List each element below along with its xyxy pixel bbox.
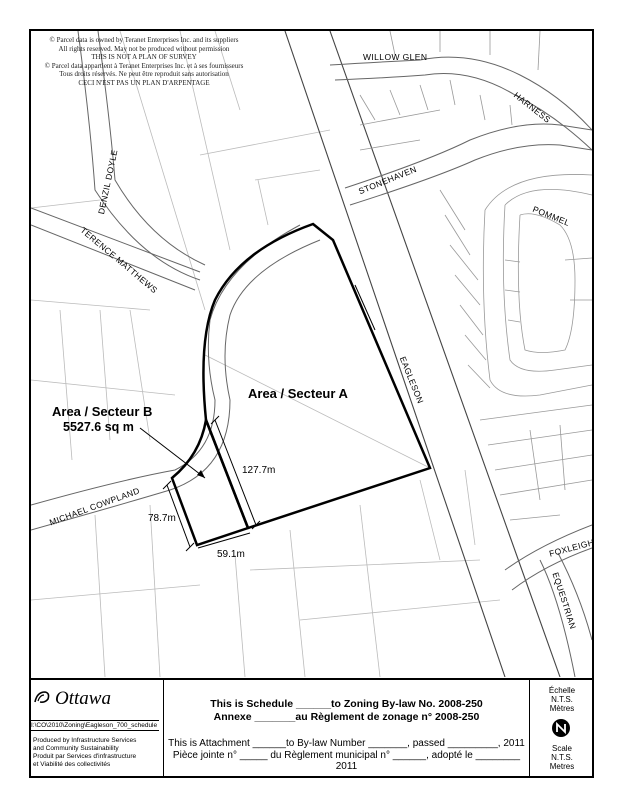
road-willow-glen [330,57,592,150]
scale-en-1: Scale [551,744,572,753]
street-equestrian: EQUESTRIAN [550,571,579,631]
scale-en [530,744,594,771]
street-denzil-doyle: DENZIL DOYLE [96,148,120,216]
copyright-fr-2: Tous droits réservés. Ne peut être reproduit sans autorisation [59,70,229,78]
producer-en-2: and Community Sustainability [33,745,119,752]
road-stonehaven [345,124,592,205]
area-a-boundary [203,224,430,528]
attachment-en: This is Attachment ______to By-law Number _______, passed _________, 2011 [168,738,525,749]
scale-fr-1: Échelle [548,686,576,695]
street-willow-glen: WILLOW GLEN [363,52,428,62]
dimension-127-7: 127.7m [242,465,276,476]
producer-fr-1: Produit par Services d'infrastructure [33,753,137,760]
street-terence-matthews: TERENCE MATTHEWS [78,225,160,296]
copyright-en-1: Parcel data is owned by Teranet Enterprises Inc. and its suppliers [56,36,239,44]
copyright-icon: © [49,36,55,44]
street-foxleigh: FOXLEIGH [548,537,596,559]
scale-fr [530,686,594,713]
scale-en-3: Metres [549,762,575,771]
title-block-left [29,680,164,778]
scale-fr-2: N.T.S. [551,695,573,704]
copyright-icon: © [44,61,50,70]
street-pommel: POMMEL [531,204,572,228]
area-b-size: 5527.6 sq m [63,420,134,434]
area-b-label: Area / Secteur B [52,404,153,419]
copyright-fr-3: CECI N'EST PAS UN PLAN D'ARPENTAGE [78,78,210,87]
ottawa-logo-icon [33,690,51,704]
dimension-78-7: 78.7m [148,513,176,524]
area-a-label: Area / Secteur A [248,386,348,401]
title-block [29,678,594,778]
producer-credit [33,737,161,769]
schedule-fr: Annexe _______au Règlement de zonage n° 2008-250 [213,711,480,723]
copyright-fr-1: Parcel data appartient à Teranet Enterprises Inc. et à ses fournisseurs [51,61,244,70]
producer-en-1: Produced by Infrastructure Services [33,737,137,744]
scale-fr-3: Mètres [549,704,575,713]
file-path: I:\CO\2010\Zoning\Eagleson_700_schedule [31,722,158,729]
road-eagleson [285,31,560,677]
north-arrow-icon [551,718,571,738]
copyright-en-2: All rights reserved. May not be produced without permission [58,44,230,53]
street-eagleson: EAGLESON [397,355,426,406]
street-stonehaven: STONEHAVEN [357,163,419,197]
area-b-boundary [172,420,248,545]
copyright-notice [34,36,254,87]
parcel-lines [31,31,500,677]
copyright-en-3: THIS IS NOT A PLAN OF SURVEY [91,53,197,61]
street-harness: HARNESS [511,90,553,125]
attachment-fr: Pièce jointe n° _____ du Règlement municipal n° ______, adopté le ________ 2011 [172,750,521,772]
ottawa-logo-text: Ottawa [55,688,111,709]
producer-fr-2: et Viabilité des collectivités [33,761,111,768]
scale-en-2: N.T.S. [551,753,573,762]
street-michael-cowpland: MICHAEL COWPLAND [48,485,142,528]
schedule-en: This is Schedule ______to Zoning By-law No. 2008-250 [210,698,483,710]
scale-panel [529,680,594,778]
dimension-59-1: 59.1m [217,549,245,560]
